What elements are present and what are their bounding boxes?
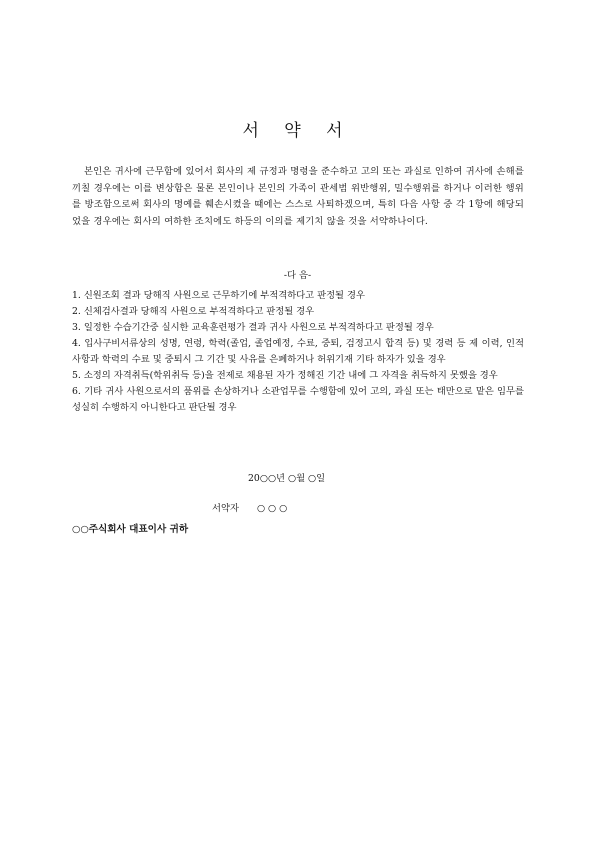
- list-item: 1. 신원조회 결과 당해직 사원으로 근무하기에 부적격하다고 판정될 경우: [72, 290, 365, 301]
- document-title: 서 약 서: [242, 121, 353, 141]
- signer-name: ○ ○ ○: [256, 503, 288, 514]
- list-item: 5. 소정의 자격취득(학위취득 등)을 전제로 채용된 자가 정해진 기간 내에 그 자격을 취득하지 못했을 경우: [72, 370, 498, 381]
- pledge-paragraph: 본인은 귀사에 근무함에 있어서 회사의 제 규정과 명령을 준수하고 고의 또는 과실로 인하여 귀사에 손해를 끼칠 경우에는 이를 변상함은 물론 본인이나 본인의 가족이 관세범 위반행위, 밀수행위를 하거나 이러한 행위를 방조함으로써 회사의 명예를 훼손시켰을 때에는 스스로 사퇴하겠으며, 특히 다음 사항 중 각 1항에 해당되었을 경우에는 회사의 여하한 조치에도 하등의 이의를 제기치 않을 것을 서약하나이다.: [72, 166, 524, 227]
- list-item: 3. 일정한 수습기간중 실시한 교육훈련평가 결과 귀사 사원으로 부적격하다고 판정될 경우: [72, 322, 434, 333]
- list-item: 2. 신체검사결과 당해직 사원으로 부적격하다고 판정될 경우: [72, 306, 315, 317]
- list-item: 4. 입사구비서류상의 성명, 연령, 학력(졸업, 졸업예정, 수료, 중퇴, 검정고시 합격 등) 및 경력 등 제 이력, 인적사항과 학력의 수료 및 중퇴시 그 기간 및 사유를 은폐하거나 허위기재 기타 하자가 있을 경우: [72, 338, 524, 365]
- signer-label: 서약자: [212, 503, 239, 514]
- recipient: ○○주식회사 대표이사 귀하: [72, 524, 189, 535]
- list-heading: -다 음-: [283, 270, 312, 281]
- signer-line: [212, 500, 287, 514]
- list-item: 6. 기타 귀사 사원으로서의 품위를 손상하거나 소관업무를 수행함에 있어 고의, 과실 또는 태만으로 맡은 임무를 성실히 수행하지 아니한다고 판단될 경우: [72, 386, 524, 413]
- condition-list: [72, 288, 524, 416]
- date-line: 20○○년 ○월 ○일: [248, 473, 326, 484]
